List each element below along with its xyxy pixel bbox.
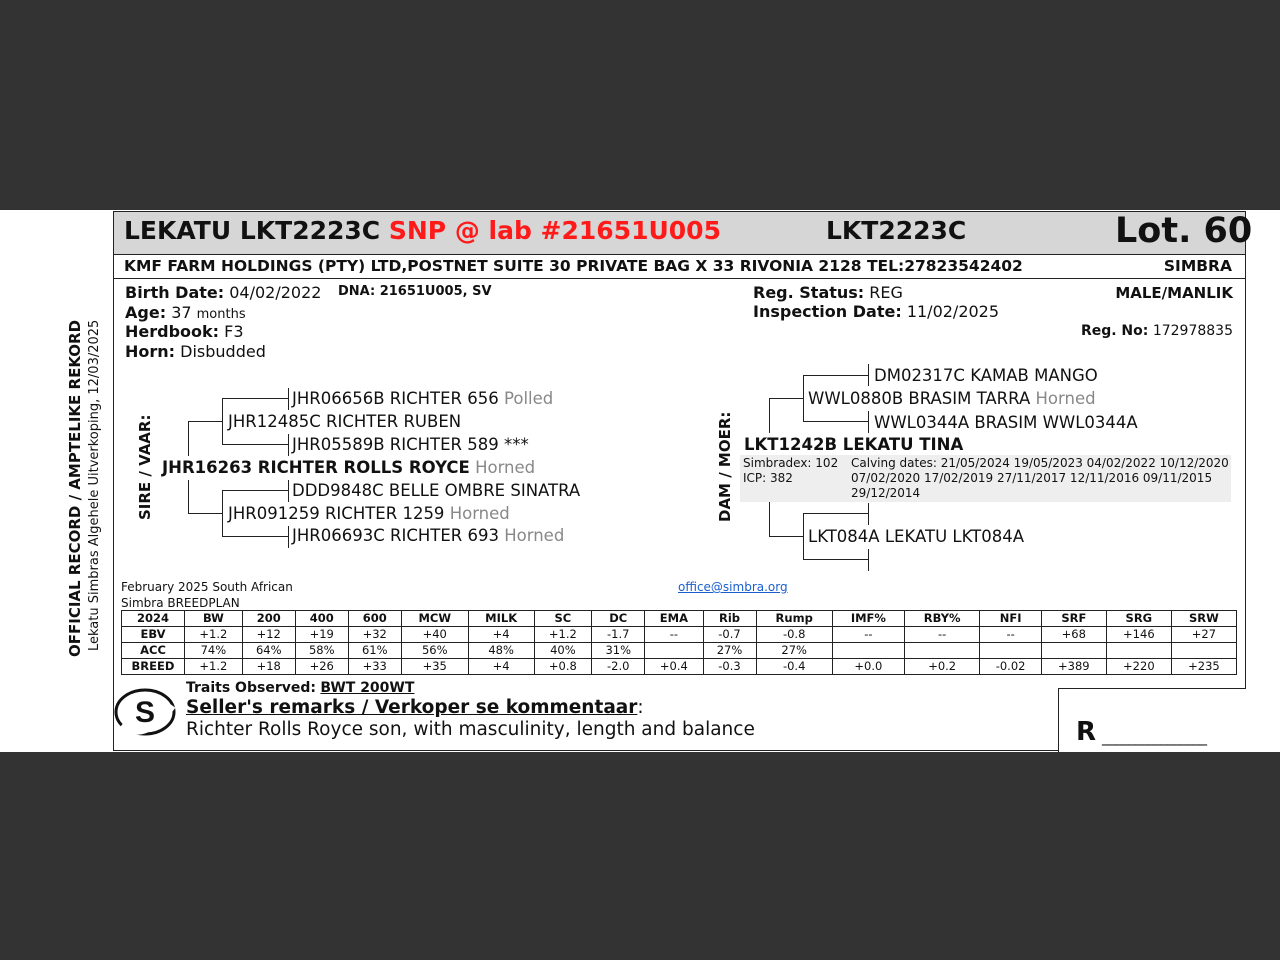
horn-status: Horn: Disbudded <box>125 342 266 361</box>
sex-label: MALE/MANLIK <box>1115 284 1233 302</box>
breedplan-title: February 2025 South African <box>121 580 293 594</box>
pedigree-line <box>222 490 288 491</box>
calving-dates: 07/02/2020 17/02/2019 27/11/2017 12/11/2016 09/11/2015 <box>851 471 1213 485</box>
table-row <box>122 627 1237 643</box>
pedigree-line <box>288 388 289 410</box>
pedigree-line <box>222 398 288 399</box>
table-cell <box>1106 643 1171 659</box>
dam-dam: LKT084A LEKATU LKT084A <box>808 527 1024 546</box>
pedigree-line <box>868 549 869 571</box>
table-row-label: EBV <box>122 627 185 643</box>
ebv-table <box>121 610 1237 675</box>
table-header-cell: RBY% <box>904 611 980 627</box>
sire-label: SIRE / VAAR: <box>136 414 154 520</box>
table-cell: +32 <box>348 627 401 643</box>
sire-name: JHR16263 RICHTER ROLLS ROYCE Horned <box>162 458 536 477</box>
simbradex: Simbradex: 102 <box>743 456 839 470</box>
pedigree-line <box>803 375 804 421</box>
table-header-cell: BW <box>185 611 243 627</box>
table-cell: -- <box>645 627 703 643</box>
pedigree-line <box>769 398 803 399</box>
table-cell: -- <box>904 627 980 643</box>
pedigree-line <box>188 421 222 422</box>
table-row <box>122 643 1237 659</box>
table-cell: 58% <box>295 643 348 659</box>
table-header-cell: SC <box>534 611 592 627</box>
table-cell: +220 <box>1106 659 1171 675</box>
traits-observed: Traits Observed: BWT 200WT <box>186 680 415 696</box>
pedigree-line <box>769 502 770 536</box>
sire-sire-dam: JHR05589B RICHTER 589 *** <box>292 435 529 454</box>
dam-label: DAM / MOER: <box>716 411 734 522</box>
seller-remarks-label: Seller's remarks / Verkoper se kommentaar: <box>186 697 644 718</box>
sire-dam-dam: JHR06693C RICHTER 693 Horned <box>292 526 565 545</box>
table-cell: 40% <box>534 643 592 659</box>
table-cell: 56% <box>401 643 468 659</box>
logo-letter: S <box>134 696 156 729</box>
table-header-cell: SRF <box>1041 611 1106 627</box>
table-header-cell: DC <box>592 611 645 627</box>
table-cell: -0.4 <box>756 659 832 675</box>
table-cell: 61% <box>348 643 401 659</box>
table-cell: 64% <box>242 643 295 659</box>
pedigree-line <box>288 434 289 456</box>
table-cell: -0.02 <box>980 659 1041 675</box>
dam-name: LKT1242B LEKATU TINA <box>744 435 964 454</box>
table-cell: 27% <box>756 643 832 659</box>
pedigree-line <box>188 513 222 514</box>
table-cell: +1.2 <box>534 627 592 643</box>
table-cell: +40 <box>401 627 468 643</box>
table-cell: +33 <box>348 659 401 675</box>
dam-sire-dam: WWL0344A BRASIM WWL0344A <box>874 413 1138 432</box>
table-cell: +18 <box>242 659 295 675</box>
table-cell <box>645 643 703 659</box>
table-cell: +4 <box>468 659 534 675</box>
seller-remarks: Richter Rolls Royce son, with masculinity, length and balance <box>186 719 755 740</box>
table-cell: +0.2 <box>904 659 980 675</box>
official-record-label: OFFICIAL RECORD / AMPTELIKE REKORD <box>66 319 84 657</box>
table-row <box>122 659 1237 675</box>
table-header-cell: SRG <box>1106 611 1171 627</box>
table-header-cell: 200 <box>242 611 295 627</box>
sire-dam-sire: DDD9848C BELLE OMBRE SINATRA <box>292 481 581 500</box>
table-cell: -0.3 <box>703 659 756 675</box>
table-cell: +19 <box>295 627 348 643</box>
table-header-cell: MCW <box>401 611 468 627</box>
table-cell: +35 <box>401 659 468 675</box>
dam-sire: WWL0880B BRASIM TARRA Horned <box>808 389 1096 408</box>
pedigree-line <box>868 364 869 386</box>
lot-number: Lot. 60 <box>1115 211 1253 251</box>
age: Age: 37 months <box>125 303 246 322</box>
dam-sire-sire: DM02317C KAMAB MANGO <box>874 366 1098 385</box>
pedigree-line <box>188 421 189 456</box>
table-cell <box>904 643 980 659</box>
email-link[interactable]: office@simbra.org <box>678 580 788 594</box>
pedigree-line <box>222 490 223 536</box>
animal-tag: LKT2223C <box>826 216 967 245</box>
table-cell: -0.8 <box>756 627 832 643</box>
pedigree-line <box>222 398 223 444</box>
dna-info: DNA: 21651U005, SV <box>338 284 492 299</box>
pedigree-line <box>222 444 288 445</box>
table-cell: +26 <box>295 659 348 675</box>
table-header-cell: 400 <box>295 611 348 627</box>
table-cell: +0.8 <box>534 659 592 675</box>
sire-dam: JHR091259 RICHTER 1259 Horned <box>228 504 510 523</box>
table-header-cell: Rump <box>756 611 832 627</box>
table-header-cell: SRW <box>1171 611 1236 627</box>
price-currency: R <box>1076 717 1097 747</box>
pedigree-line <box>803 421 868 422</box>
table-row-label: ACC <box>122 643 185 659</box>
table-header-row <box>122 611 1237 627</box>
table-cell: +0.4 <box>645 659 703 675</box>
table-header-cell: 2024 <box>122 611 185 627</box>
pedigree-line <box>868 503 869 525</box>
table-cell <box>980 643 1041 659</box>
simbra-logo-icon <box>113 686 177 738</box>
pedigree-line <box>803 559 868 560</box>
table-cell <box>1041 643 1106 659</box>
table-cell: 31% <box>592 643 645 659</box>
simbra-logo <box>113 686 177 738</box>
table-header-cell: MILK <box>468 611 534 627</box>
sire-sire-sire: JHR06656B RICHTER 656 Polled <box>292 389 554 408</box>
breedplan-subtitle: Simbra BREEDPLAN <box>121 596 240 610</box>
table-cell: -- <box>980 627 1041 643</box>
reg-status: Reg. Status: REG <box>753 283 903 302</box>
animal-title: LEKATU LKT2223C <box>124 216 381 245</box>
auction-name: Lekatu Simbras Algehele Uitverkoping, 12/03/2025 <box>87 319 102 651</box>
table-cell: +1.2 <box>185 659 243 675</box>
pedigree-line <box>769 398 770 433</box>
table-cell: 48% <box>468 643 534 659</box>
calving-dates: Calving dates: 21/05/2024 19/05/2023 04/02/2022 10/12/2020 <box>851 456 1229 470</box>
pedigree-line <box>868 411 869 433</box>
table-cell <box>832 643 904 659</box>
pedigree-line <box>803 513 868 514</box>
icp: ICP: 382 <box>743 471 793 485</box>
pedigree-line <box>288 480 289 502</box>
table-cell: +235 <box>1171 659 1236 675</box>
table-header-cell: NFI <box>980 611 1041 627</box>
table-cell: 74% <box>185 643 243 659</box>
table-cell <box>1171 643 1236 659</box>
owner-details: KMF FARM HOLDINGS (PTY) LTD,POSTNET SUITE 30 PRIVATE BAG X 33 RIVONIA 2128 TEL:27823542402 <box>124 257 1023 275</box>
pedigree-line <box>188 480 189 514</box>
calving-dates: 29/12/2014 <box>851 486 921 500</box>
herdbook: Herdbook: F3 <box>125 322 244 341</box>
table-cell: +27 <box>1171 627 1236 643</box>
table-header-cell: Rib <box>703 611 756 627</box>
pedigree-line <box>803 375 868 376</box>
sire-sire: JHR12485C RICHTER RUBEN <box>228 412 462 431</box>
snp-label: SNP @ lab #21651U005 <box>388 216 721 245</box>
table-cell: +12 <box>242 627 295 643</box>
pedigree-line <box>803 513 804 559</box>
reg-number: Reg. No: 172978835 <box>1080 323 1233 339</box>
pedigree-line <box>288 526 289 548</box>
birth-date: Birth Date: 04/02/2022 <box>125 283 322 302</box>
table-cell: +4 <box>468 627 534 643</box>
pedigree-line <box>769 536 803 537</box>
table-cell: -1.7 <box>592 627 645 643</box>
table-cell: -2.0 <box>592 659 645 675</box>
table-header-cell: EMA <box>645 611 703 627</box>
price-field[interactable]: ________________ <box>1102 728 1206 746</box>
table-cell: +146 <box>1106 627 1171 643</box>
table-cell: 27% <box>703 643 756 659</box>
page-title <box>124 216 721 245</box>
breed-label: SIMBRA <box>1163 257 1232 275</box>
table-cell: +389 <box>1041 659 1106 675</box>
table-row-label: BREED <box>122 659 185 675</box>
pedigree-line <box>222 536 288 537</box>
table-header-cell: 600 <box>348 611 401 627</box>
table-cell: -0.7 <box>703 627 756 643</box>
table-cell: +68 <box>1041 627 1106 643</box>
inspection-date: Inspection Date: 11/02/2025 <box>753 302 1000 321</box>
table-cell: -- <box>832 627 904 643</box>
table-header-cell: IMF% <box>832 611 904 627</box>
table-cell: +0.0 <box>832 659 904 675</box>
table-cell: +1.2 <box>185 627 243 643</box>
